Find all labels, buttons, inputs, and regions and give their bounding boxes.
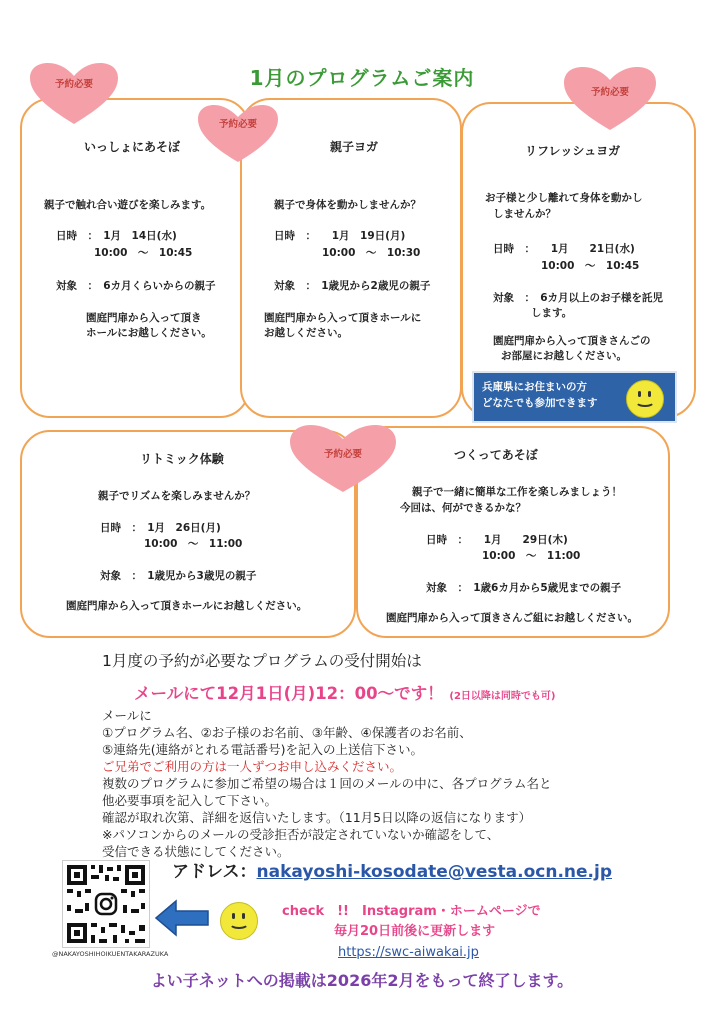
card-date: 日時 ： 1月 14日(水)	[56, 230, 177, 242]
reservation-badge	[288, 424, 398, 494]
card-title: リフレッシュヨガ	[525, 144, 621, 158]
program-card-tsukutte	[356, 426, 670, 638]
instructions-block	[102, 707, 552, 860]
reservation-badge-label: 予約必要	[54, 79, 93, 90]
card-access: 園庭門扉から入って頂きホールにお越しください。	[66, 600, 308, 612]
heart-icon	[196, 104, 280, 164]
card-target: 対象 ： 1歳児から2歳児の親子	[274, 280, 431, 292]
reservation-badge	[196, 104, 280, 164]
card-time: 10:00 ～ 11:00	[144, 538, 243, 550]
card-time: 10:00 ～ 11:00	[482, 550, 581, 562]
website-link[interactable]: https://swc-aiwakai.jp	[338, 945, 479, 960]
notice-line: 兵庫県にお住まいの方	[482, 381, 587, 393]
reservation-badge	[28, 62, 120, 126]
notice-line: どなたでも参加できます	[482, 397, 598, 409]
address-label: アドレス：	[172, 862, 257, 882]
instruction-line: ⑤連絡先(連絡がとれる電話番号)を記入の上送信下さい。	[102, 742, 423, 757]
check-line: 毎月20日前後に更新します	[334, 924, 496, 939]
card-title: 親子ヨガ	[330, 140, 379, 154]
card-description: 親子で触れ合い遊びを楽しみます。	[44, 199, 212, 211]
card-title: リトミック体験	[140, 452, 224, 466]
instruction-line: 確認が取れ次第、詳細を返信いたします。（11月5日以降の返信になります）	[102, 810, 532, 825]
card-date: 日時 ： 1月 19日(月)	[274, 230, 406, 242]
reservation-badge	[562, 66, 658, 132]
qr-caption: @NAKAYOSHIHOIKUENTAKARAZUKA	[52, 950, 169, 958]
instruction-line: 複数のプログラムに参加ご希望の場合は１回のメールの中に、各プログラム名と	[102, 776, 552, 791]
instruction-line: 受信できる状態にしてください。	[102, 844, 290, 859]
address-row	[172, 857, 612, 882]
card-access: 園庭門扉から入って頂きホールに	[264, 312, 422, 324]
card-target: 対象 ： 6カ月くらいからの親子	[56, 280, 216, 292]
card-time: 10:00 ～ 10:45	[94, 247, 193, 259]
card-time: 10:00 ～ 10:30	[322, 247, 421, 259]
card-time: 10:00 ～ 10:45	[541, 260, 640, 272]
card-access: お越しください。	[264, 327, 348, 339]
card-access: お部屋にお越しください。	[501, 350, 627, 362]
reception-highlight-text: メールにて12月1日(月)12：00～です！	[134, 684, 444, 703]
card-date: 日時 ： 1月 29日(木)	[426, 534, 568, 546]
card-description: お子様と少し離れて身体を動かし	[485, 192, 643, 204]
qr-code[interactable]	[62, 860, 150, 948]
check-line: check !! Instagram・ホームページで	[282, 904, 541, 919]
card-target: します。	[531, 307, 573, 319]
card-title: つくってあそぼ	[454, 448, 538, 462]
card-description: 親子で一緒に簡単な工作を楽しみましょう！	[412, 486, 622, 498]
card-date: 日時 ： 1月 21日(水)	[493, 243, 635, 255]
page-title: 1月のプログラムご案内	[249, 66, 475, 90]
card-description: 親子でリズムを楽しみませんか？	[98, 490, 256, 502]
card-access: 園庭門扉から入って頂き	[86, 312, 202, 324]
card-access: 園庭門扉から入って頂きさんごの	[493, 335, 651, 347]
card-target: 対象 ： 6カ月以上のお子様を託児	[493, 292, 664, 304]
address-email-link[interactable]: nakayoshi-kosodate@vesta.ocn.ne.jp	[256, 862, 613, 882]
heart-icon	[562, 66, 658, 132]
card-access: ホールにお越しください。	[86, 327, 212, 339]
card-title: いっしょにあそぼ	[84, 140, 181, 154]
reception-headline: 1月度の予約が必要なプログラムの受付開始は	[102, 652, 422, 670]
card-description: しませんか？	[493, 208, 556, 220]
card-date: 日時 ： 1月 26日(月)	[100, 522, 221, 534]
card-target: 対象 ： 1歳児から3歳児の親子	[100, 570, 257, 582]
footer-notice: よい子ネットへの掲載は2026年2月をもって終了します。	[150, 971, 574, 990]
left-arrow-icon	[154, 898, 210, 942]
card-description: 今回は、何ができるかな？	[400, 502, 526, 514]
smiley-icon	[626, 380, 664, 418]
card-description: 親子で身体を動かしませんか？	[274, 199, 421, 211]
card-access: 園庭門扉から入って頂きさんご組にお越しください。	[386, 612, 638, 624]
reservation-badge-label: 予約必要	[323, 449, 362, 460]
card-target: 対象 ： 1歳6カ月から5歳児までの親子	[426, 582, 622, 594]
reception-highlight-note: (2日以降は同時でも可)	[449, 691, 556, 702]
instruction-line: ①プログラム名、②お子様のお名前、③年齢、④保護者のお名前、	[102, 725, 472, 740]
reservation-badge-label: 予約必要	[218, 119, 257, 130]
smiley-icon	[220, 902, 258, 940]
instruction-line-warning: ご兄弟でご利用の方は一人ずつお申し込みください。	[102, 759, 403, 774]
instruction-line: ※パソコンからのメールの受診拒否が設定されていないか確認をして、	[102, 827, 500, 842]
reception-highlight	[134, 680, 555, 704]
instruction-line: 他必要事項を記入して下さい。	[102, 793, 278, 808]
reservation-badge-label: 予約必要	[590, 87, 629, 98]
instruction-line: メールに	[102, 708, 152, 723]
heart-icon	[28, 62, 120, 126]
